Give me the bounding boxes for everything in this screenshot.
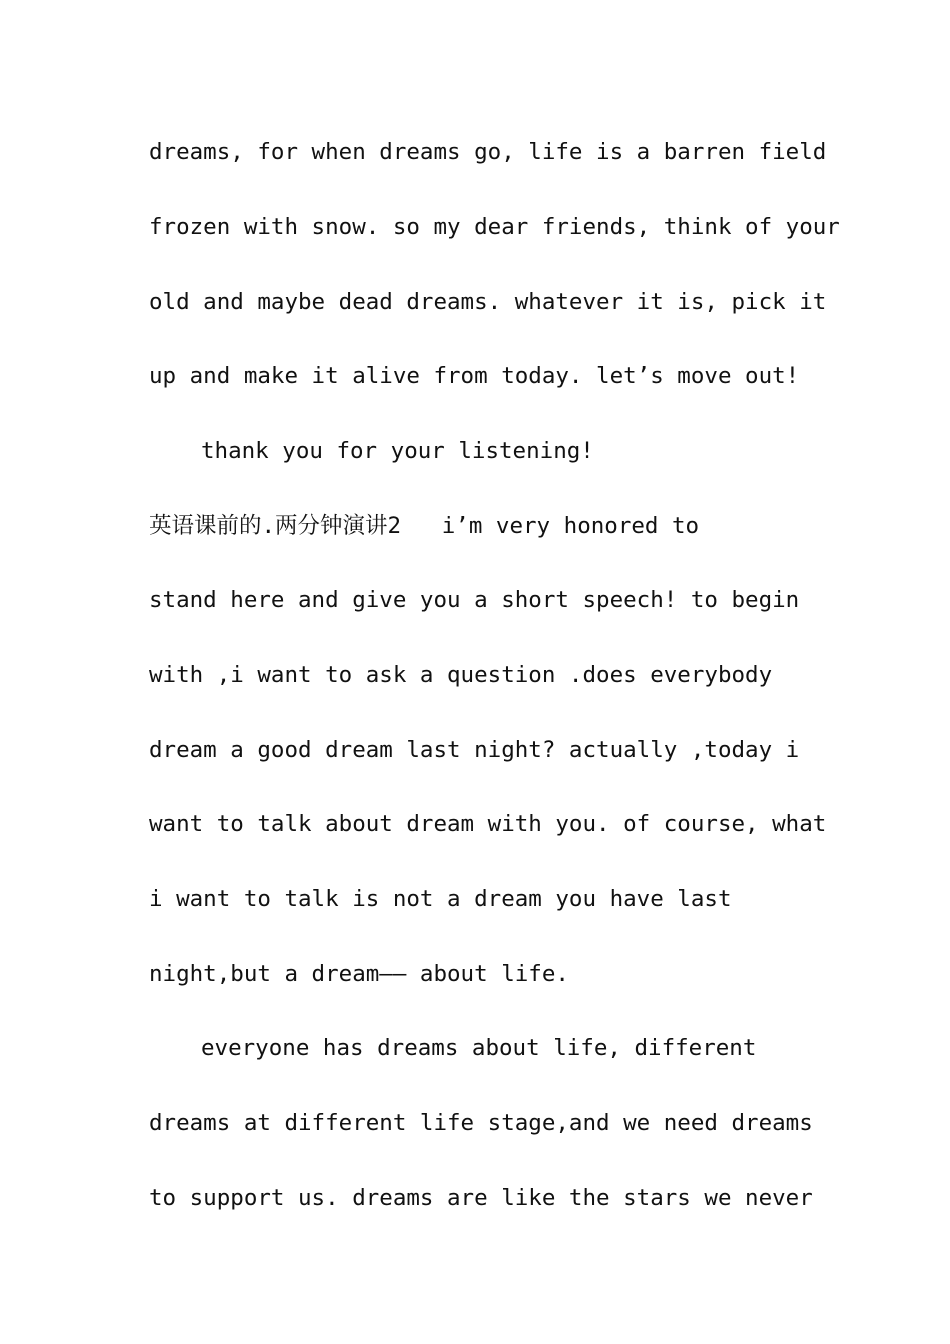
text-line: want to talk about dream with you. of course, what — [149, 811, 827, 837]
text-line: up and make it alive from today. let’s move out! — [149, 363, 800, 389]
text-line: i want to talk is not a dream you have last — [149, 886, 732, 912]
text-line-indented: everyone has dreams about life, different — [201, 1035, 757, 1061]
text-line: dreams at different life stage,and we need dreams — [149, 1110, 813, 1136]
section-heading-line: 英语课前的.两分钟演讲2 i’m very honored to — [149, 513, 700, 539]
text-line: stand here and give you a short speech! to begin — [149, 587, 800, 613]
text-line: with ,i want to ask a question .does everybody — [149, 662, 773, 688]
text-line-indented: thank you for your listening! — [201, 438, 594, 464]
text-line: to support us. dreams are like the stars we never — [149, 1185, 813, 1211]
text-line: frozen with snow. so my dear friends, think of your — [149, 214, 840, 240]
text-line: old and maybe dead dreams. whatever it is, pick it — [149, 289, 827, 315]
text-line: dreams, for when dreams go, life is a barren field — [149, 139, 827, 165]
text-line: dream a good dream last night? actually ,today i — [149, 737, 800, 763]
text-line: night,but a dream—— about life. — [149, 961, 569, 987]
